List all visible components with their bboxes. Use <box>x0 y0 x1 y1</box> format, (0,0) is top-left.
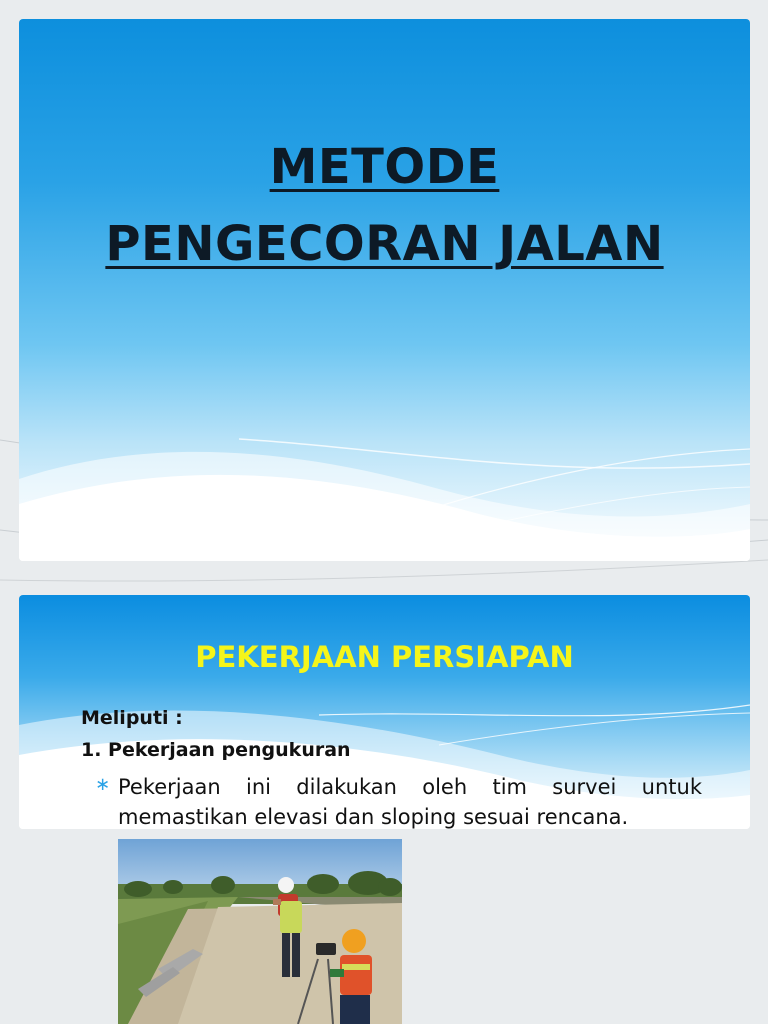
list-item-1: 1. Pekerjaan pengukuran <box>81 739 351 761</box>
intro-label: Meliputi : <box>81 707 183 729</box>
bullet-text: Pekerjaan ini dilakukan oleh tim survei untuk memastikan elevasi dan sloping sesuai rencana. <box>118 775 702 829</box>
slide-2-heading: PEKERJAAN PERSIAPAN <box>195 640 574 674</box>
survey-photo <box>118 839 402 1024</box>
slide-1 <box>19 19 750 561</box>
slide-1-title-line-1: METODE <box>269 139 500 195</box>
bullet-icon: ∗ <box>95 774 111 795</box>
slide-2 <box>19 595 750 829</box>
slide-1-wave <box>19 409 750 561</box>
slide-1-title-line-2: PENGECORAN JALAN <box>105 216 664 272</box>
